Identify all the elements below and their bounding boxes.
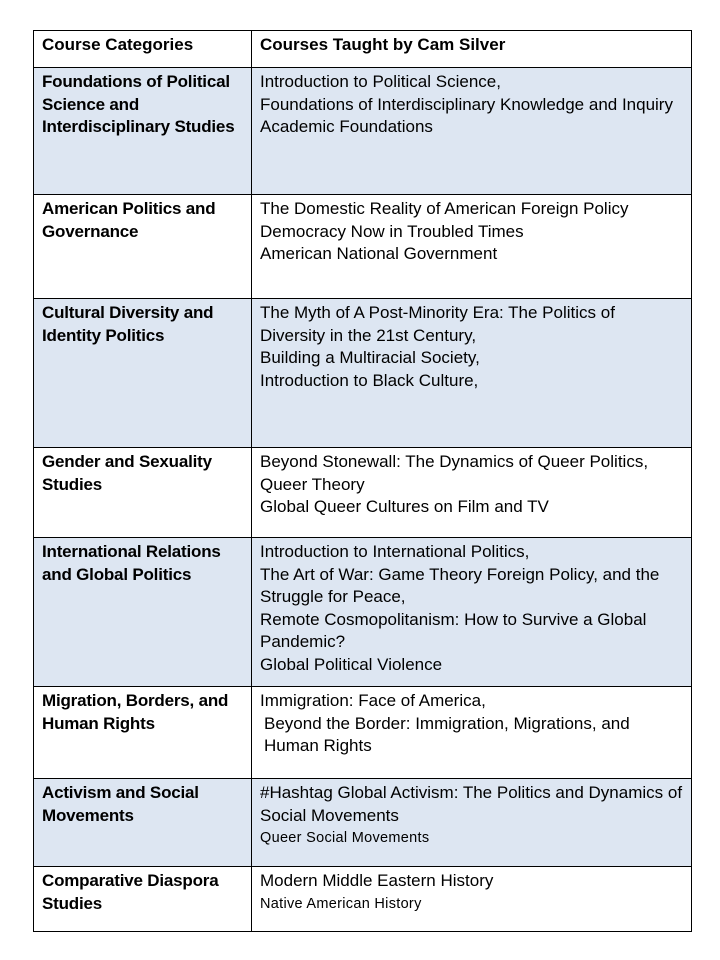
table-row (34, 299, 692, 448)
course-item: Immigration: Face of America, (260, 691, 486, 710)
courses-cell (252, 68, 692, 195)
courses-cell (252, 299, 692, 448)
courses-table (33, 30, 692, 932)
course-item: Democracy Now in Troubled Times (260, 221, 524, 241)
course-item: Modern Middle Eastern History (260, 871, 494, 890)
table-row (34, 195, 692, 299)
table-row (34, 687, 692, 779)
courses-cell (252, 867, 692, 932)
courses-cell (252, 779, 692, 867)
table-row (34, 538, 692, 687)
category-cell: Activism and Social Movements (34, 779, 252, 867)
header-courses: Courses Taught by Cam Silver (252, 31, 692, 68)
courses-cell (252, 195, 692, 299)
table-header-row (34, 31, 692, 68)
course-item: The Domestic Reality of American Foreign Policy (260, 199, 629, 218)
course-item: #Hashtag Global Activism: The Politics and Dynamics of Social Movements (260, 783, 683, 825)
category-cell: Gender and Sexuality Studies (34, 448, 252, 538)
category-cell: International Relations and Global Politics (34, 538, 252, 687)
course-item: Beyond Stonewall: The Dynamics of Queer Politics, (260, 452, 649, 471)
category-cell: Migration, Borders, and Human Rights (34, 687, 252, 779)
courses-cell (252, 538, 692, 687)
table-row (34, 448, 692, 538)
course-item: Queer Theory (260, 474, 365, 494)
category-cell: Comparative Diaspora Studies (34, 867, 252, 932)
header-category: Course Categories (34, 31, 252, 68)
course-item: Foundations of Interdisciplinary Knowledge and Inquiry Academic Foundations (260, 94, 673, 136)
courses-cell (252, 448, 692, 538)
course-item: Native American History (260, 895, 422, 912)
category-cell: Foundations of Political Science and Interdisciplinary Studies (34, 68, 252, 195)
course-item: American National Government (260, 244, 498, 263)
table-row (34, 867, 692, 932)
category-cell: American Politics and Governance (34, 195, 252, 299)
courses-cell (252, 687, 692, 779)
table-row (34, 779, 692, 867)
course-item: Queer Social Movements (260, 830, 430, 846)
course-item: Remote Cosmopolitanism: How to Survive a Global Pandemic? (260, 609, 647, 651)
course-item: The Myth of A Post-Minority Era: The Politics of Diversity in the 21st Century, (260, 303, 615, 345)
course-item: Global Political Violence (260, 654, 443, 674)
course-item: Introduction to Black Culture, (260, 370, 479, 390)
course-item: The Art of War: Game Theory Foreign Policy, and the Struggle for Peace, (260, 564, 660, 606)
course-item: Beyond the Border: Immigration, Migrations, and Human Rights (264, 713, 630, 755)
course-item: Global Queer Cultures on Film and TV (260, 497, 549, 516)
course-item: Introduction to Political Science, (260, 72, 501, 91)
course-item: Introduction to International Politics, (260, 542, 530, 561)
course-item: Building a Multiracial Society, (260, 348, 480, 367)
table-row (34, 68, 692, 195)
category-cell: Cultural Diversity and Identity Politics (34, 299, 252, 448)
